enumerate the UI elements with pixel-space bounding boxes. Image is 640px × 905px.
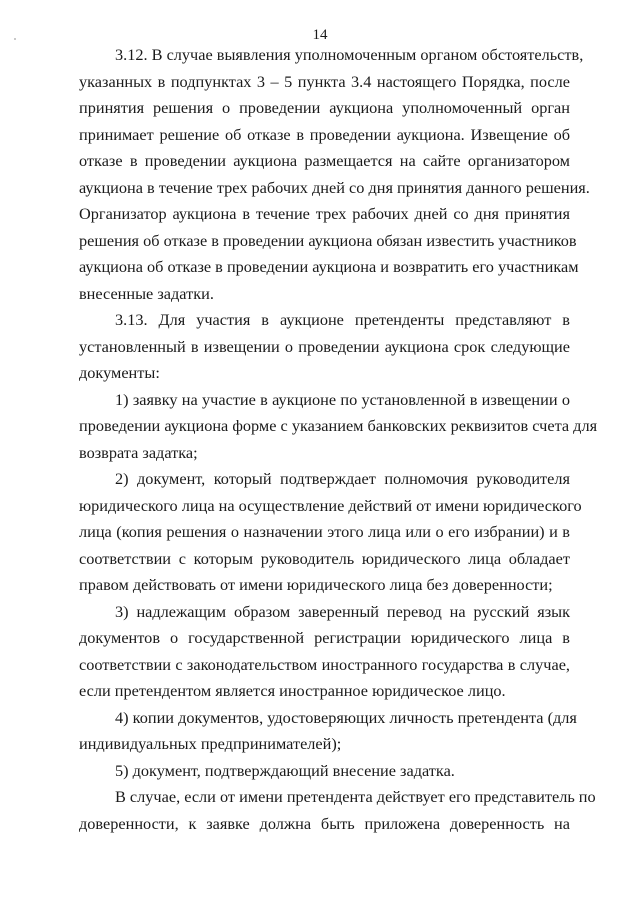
text-line: 5) документ, подтверждающий внесение задатка. — [115, 760, 455, 780]
text-line: установленный в извещении о проведении аукциона срок следующие — [79, 336, 570, 356]
text-line: 3.12. В случае выявления уполномоченным органом обстоятельств, — [115, 45, 584, 64]
text-line: соответствии с законодательством иностранного государства в случае, — [79, 654, 570, 674]
paragraph — [79, 307, 570, 387]
text-line: Организатор аукциона в течение трех рабочих дней со дня принятия — [79, 204, 570, 223]
paragraph — [79, 466, 582, 599]
text-line: отказе в проведении аукциона размещается на сайте организатором — [79, 151, 570, 170]
text-line: правом действовать от имени юридического лица без доверенности; — [79, 575, 553, 594]
text-line: 4) копии документов, удостоверяющих личность претендента (для — [115, 707, 577, 727]
text-line: внесенные задатки. — [79, 283, 214, 303]
text-line: 3) надлежащим образом заверенный перевод на русский язык — [115, 601, 570, 621]
paragraph — [79, 42, 590, 307]
text-line: возврата задатка; — [79, 442, 198, 462]
text-line: принятия решения о проведении аукциона уполномоченный орган — [79, 98, 570, 117]
document-body — [79, 42, 598, 837]
text-line: принимает решение об отказе в проведении аукциона. Извещение об — [79, 124, 570, 144]
text-line: соответствии с которым руководитель юридического лица обладает — [79, 548, 570, 568]
text-line: документов о государственной регистрации юридического лица в — [79, 628, 570, 647]
text-line: доверенности, к заявке должна быть приложена доверенность на — [79, 813, 570, 833]
paragraph — [79, 758, 570, 785]
page-number: 14 — [312, 27, 328, 43]
text-line: индивидуальных предпринимателей); — [79, 734, 342, 753]
text-line: 1) заявку на участие в аукционе по установленной в извещении о — [115, 389, 570, 409]
text-line: документы: — [79, 363, 160, 382]
text-line: В случае, если от имени претендента действует его представитель по — [115, 787, 596, 806]
paragraph — [79, 599, 570, 705]
text-line: указанных в подпунктах 3 – 5 пункта 3.4 настоящего Порядка, после — [79, 71, 570, 91]
text-line: решения об отказе в проведении аукциона обязан известить участников — [79, 230, 577, 250]
text-line: юридического лица на осуществление действий от имени юридического — [79, 495, 582, 515]
text-line: 2) документ, который подтверждает полномочия руководителя — [115, 469, 570, 488]
paragraph — [79, 784, 596, 837]
paragraph — [79, 387, 598, 467]
text-line: 3.13. Для участия в аукционе претенденты представляют в — [115, 310, 570, 329]
text-line: лица (копия решения о назначении этого лица или о его избрании) и в — [79, 522, 570, 541]
text-line: проведении аукциона форме с указанием банковских реквизитов счета для — [79, 416, 598, 435]
text-line: аукциона об отказе в проведении аукциона и возвратить его участникам — [79, 257, 579, 276]
text-line: аукциона в течение трех рабочих дней со дня принятия данного решения. — [79, 177, 590, 197]
text-line: если претендентом является иностранное юридическое лицо. — [79, 681, 506, 700]
paragraph — [79, 705, 577, 758]
